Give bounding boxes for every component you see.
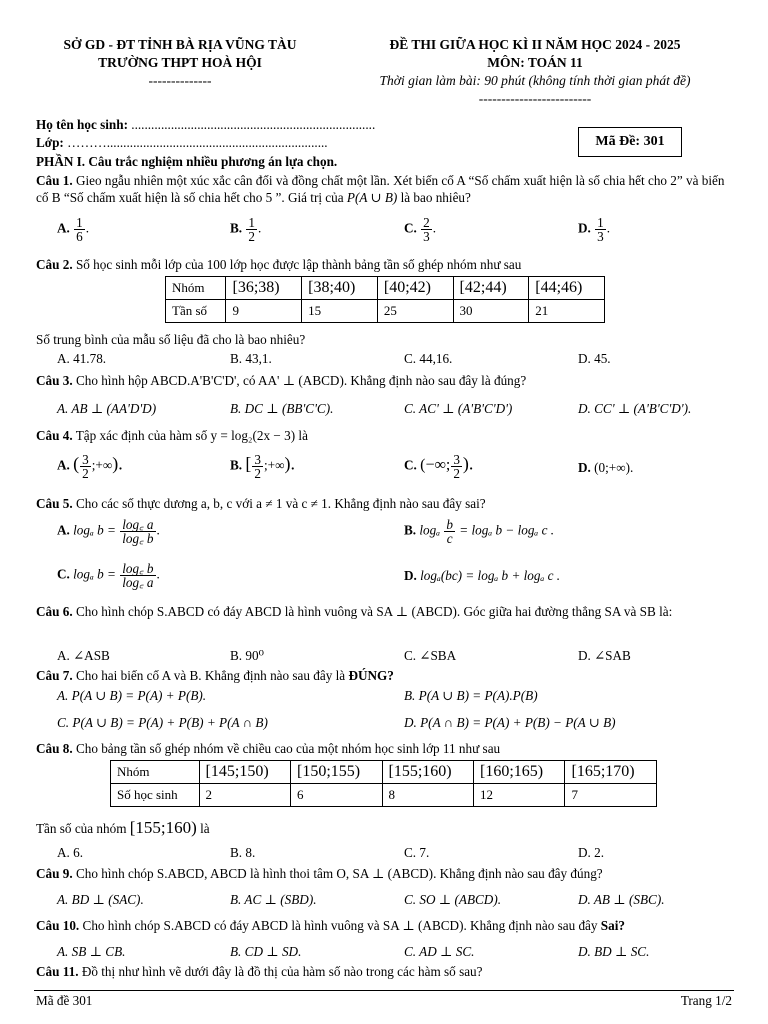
student-name-row <box>36 117 375 133</box>
q5-option-c[interactable]: C. logₐ b = $\frac{\log꜀ b}{\log꜀ a}$ . <box>57 561 160 590</box>
table-row: Số học sinh 2 6 8 12 7 <box>111 784 657 807</box>
school-dash: -------------- <box>148 73 212 88</box>
question-1-text: Gieo ngẫu nhiên một xúc xắc cân đối và đồng chất một lần. Xét biến cố A “Số chấm xuất hiện là số chia hết cho 2” và biến cố B “Số chấm xuất hiện là số chia hết cho 5 ”. Giá trị của <box>36 173 725 205</box>
q8-frequency-table <box>110 760 657 807</box>
q9-option-c[interactable]: C. SO ⊥ (ABCD). <box>404 892 502 907</box>
question-7: Câu 7. Cho hai biến cố A và B. Khẳng định nào sau đây là ĐÚNG? <box>36 668 394 683</box>
q10-option-b[interactable]: B. CD ⊥ SD. <box>230 944 302 959</box>
class-label: Lớp: <box>36 135 64 150</box>
q6-option-c[interactable]: C. ∠SBA <box>404 648 457 663</box>
question-1 <box>36 172 734 206</box>
question-4: Câu 4. Tập xác định của hàm số y = log₂(2x − 3) là <box>36 428 308 443</box>
exam-code-box: Mã Đề: 301 <box>578 127 682 157</box>
question-1-tail: là bao nhiêu? <box>397 190 471 205</box>
q8-option-c[interactable]: C. 7. <box>404 845 430 860</box>
question-10: Câu 10. Cho hình chóp S.ABCD có đáy ABCD là hình vuông và SA ⊥ (ABCD). Khẳng định nào sau đây Sai? <box>36 918 625 933</box>
q4-option-c[interactable]: C. (−∞; $\frac{3}{2}$ ). <box>404 452 474 481</box>
q7-option-b[interactable]: B. P(A ∪ B) = P(A).P(B) <box>404 688 538 703</box>
footer-divider <box>34 990 734 991</box>
question-6: Câu 6. Cho hình chóp S.ABCD có đáy ABCD là hình vuông và SA ⊥ (ABCD). Góc giữa hai đường thẳng SA và SB là: <box>36 604 673 619</box>
q3-option-a[interactable]: A. AB ⊥ (AA'D'D) <box>57 401 157 416</box>
q2-frequency-table <box>165 276 605 323</box>
question-3: Câu 3. Cho hình hộp ABCD.A'B'C'D', có AA' ⊥ (ABCD). Khẳng định nào sau đây là đúng? <box>36 373 527 388</box>
school-name: TRƯỜNG THPT HOÀ HỘI <box>98 55 262 70</box>
q10-option-c[interactable]: C. AD ⊥ SC. <box>404 944 475 959</box>
q2-option-c[interactable]: C. 44,16. <box>404 351 453 366</box>
footer-exam-code: Mã đề 301 <box>36 993 93 1008</box>
q5-option-a[interactable]: A. logₐ b = $\frac{\log꜀ a}{\log꜀ b}$ . <box>57 517 160 546</box>
q8-option-b[interactable]: B. 8. <box>230 845 256 860</box>
q8-option-d[interactable]: D. 2. <box>578 845 605 860</box>
q2-option-a[interactable]: A. 41.78. <box>57 351 107 366</box>
question-11: Câu 11. Đồ thị như hình vẽ dưới đây là đồ thị của hàm số nào trong các hàm số sau? <box>36 964 483 979</box>
q9-option-a[interactable]: A. BD ⊥ (SAC). <box>57 892 144 907</box>
question-1-label: Câu 1. <box>36 173 73 188</box>
q9-option-b[interactable]: B. AC ⊥ (SBD). <box>230 892 317 907</box>
q6-option-a[interactable]: A. ∠ASB <box>57 648 110 663</box>
q8-option-a[interactable]: A. 6. <box>57 845 84 860</box>
table-row: Nhóm [145;150) [150;155) [155;160) [160;165) [165;170) <box>111 761 657 784</box>
school-department: SỞ GD - ĐT TỈNH BÀ RỊA VŨNG TÀU <box>63 37 297 52</box>
header-dash: ------------------------- <box>478 91 592 106</box>
q4-option-a[interactable]: A. ( $\frac{3}{2}$ ;+∞). <box>57 452 123 481</box>
class-row <box>36 135 328 151</box>
q7-option-d[interactable]: D. P(A ∩ B) = P(A) + P(B) − P(A ∪ B) <box>404 715 616 730</box>
q1-option-b[interactable]: B. $\frac{1}{2}$ . <box>230 215 262 244</box>
student-name-dots: .......................................................................... <box>127 117 376 132</box>
q3-option-c[interactable]: C. AC' ⊥ (A'B'C'D') <box>404 401 513 416</box>
question-5: Câu 5. Cho các số thực dương a, b, c với a ≠ 1 và c ≠ 1. Khẳng định nào sau đây sai? <box>36 496 486 511</box>
q4-option-d[interactable]: D. (0;+∞). <box>578 460 634 475</box>
table-row: Tần số 9 15 25 30 21 <box>166 300 605 323</box>
q5-option-d[interactable]: D. logₐ(bc) = logₐ b + logₐ c . <box>404 568 561 583</box>
question-2: Câu 2. Số học sinh mỗi lớp của 100 lớp học được lập thành bảng tần số ghép nhóm như sau <box>36 257 522 272</box>
footer-page-number: Trang 1/2 <box>680 993 732 1008</box>
q6-option-b[interactable]: B. 90⁰ <box>230 648 264 663</box>
subject-title: MÔN: TOÁN 11 <box>487 55 583 70</box>
student-name-label: Họ tên học sinh: <box>36 117 128 132</box>
q4-option-b[interactable]: B. [ $\frac{3}{2}$ ;+∞). <box>230 452 295 481</box>
q10-option-d[interactable]: D. BD ⊥ SC. <box>578 944 650 959</box>
q1-option-a[interactable]: A. $\frac{1}{6}$ . <box>57 215 90 244</box>
q2-option-b[interactable]: B. 43,1. <box>230 351 272 366</box>
table-row: Nhóm [36;38) [38;40) [40;42) [42;44) [44;46) <box>166 277 605 300</box>
time-note: Thời gian làm bài: 90 phút (không tính thời gian phát đề) <box>379 73 691 88</box>
question-8: Câu 8. Cho bảng tần số ghép nhóm về chiều cao của một nhóm học sinh lớp 11 như sau <box>36 741 501 756</box>
question-2-ask: Số trung bình của mẫu số liệu đã cho là bao nhiêu? <box>36 332 306 347</box>
q3-option-d[interactable]: D. CC' ⊥ (A'B'C'D'). <box>578 401 692 416</box>
question-1-expr: P(A ∪ B) <box>346 190 398 205</box>
q10-option-a[interactable]: A. SB ⊥ CB. <box>57 944 126 959</box>
exam-title: ĐỀ THI GIỮA HỌC KÌ II NĂM HỌC 2024 - 2025 <box>389 37 681 52</box>
question-9: Câu 9. Cho hình chóp S.ABCD, ABCD là hình thoi tâm O, SA ⊥ (ABCD). Khẳng định nào sau đây đúng? <box>36 866 603 881</box>
part-one-heading: PHẦN I. Câu trắc nghiệm nhiều phương án lựa chọn. <box>36 154 338 169</box>
q6-option-d[interactable]: D. ∠SAB <box>578 648 631 663</box>
q5-option-b[interactable]: B. logₐ $\frac{b}{c}$ = logₐ b − logₐ c . <box>404 517 555 546</box>
question-8-ask: Tần số của nhóm [155;160) là <box>36 818 210 837</box>
q3-option-b[interactable]: B. DC ⊥ (BB'C'C). <box>230 401 334 416</box>
q2-option-d[interactable]: D. 45. <box>578 351 611 366</box>
q1-option-d[interactable]: D. $\frac{1}{3}$ . <box>578 215 611 244</box>
q9-option-d[interactable]: D. AB ⊥ (SBC). <box>578 892 665 907</box>
q7-option-a[interactable]: A. P(A ∪ B) = P(A) + P(B). <box>57 688 207 703</box>
q7-option-c[interactable]: C. P(A ∪ B) = P(A) + P(B) + P(A ∩ B) <box>57 715 268 730</box>
q1-option-c[interactable]: C. $\frac{2}{3}$ . <box>404 215 437 244</box>
class-dots: ………................................................................... <box>63 135 328 150</box>
